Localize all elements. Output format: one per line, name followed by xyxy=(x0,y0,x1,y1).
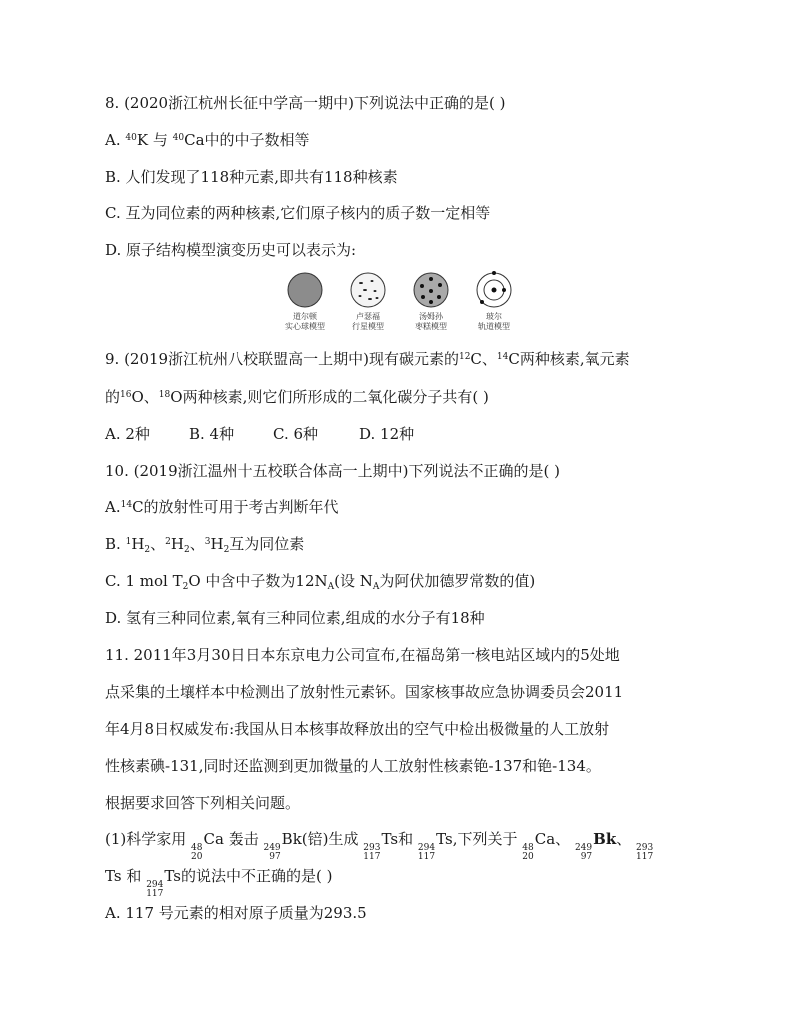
rutherford-model: 卢瑟福 行星模型 xyxy=(338,270,398,332)
q10-stem: 10. (2019浙江温州十五校联合体高一上期中)下列说法不正确的是( ) xyxy=(105,462,560,480)
planetary-atom-icon xyxy=(348,270,388,310)
q9-option-d: D. 12种 xyxy=(359,425,415,443)
thomson-model: 汤姆孙 枣糕模型 xyxy=(401,270,461,332)
q8-option-d: D. 原子结构模型演变历史可以表示为: xyxy=(105,241,357,259)
q10-option-d: D. 氢有三种同位素,氧有三种同位素,组成的水分子有18种 xyxy=(105,609,485,627)
q9-option-c: C. 6种 xyxy=(273,425,319,443)
q11-line3: 年4月8日权威发布:我国从日本核事故释放出的空气中检出极微量的人工放射 xyxy=(105,720,610,738)
q9-options xyxy=(105,424,414,444)
q10-option-a: A.$^{14}$C的放射性可用于考古判断年代 xyxy=(105,498,339,516)
bohr-model: 玻尔 轨道模型 xyxy=(464,270,524,332)
ts293-nuclide: 293 117 xyxy=(363,843,381,862)
ca48-nuclide: 48 20 xyxy=(191,843,203,862)
ts294-nuclide: 294 117 xyxy=(417,843,436,862)
q8-option-c: C. 互为同位素的两种核素,它们原子核内的质子数一定相等 xyxy=(105,204,491,222)
q8-option-b: B. 人们发现了118种元素,即共有118种核素 xyxy=(105,168,398,186)
q8-stem: 8. (2020浙江杭州长征中学高一期中)下列说法中正确的是( ) xyxy=(105,94,506,112)
plum-pudding-icon xyxy=(411,270,451,310)
q11-option-a: A. 117 号元素的相对原子质量为293.5 xyxy=(105,904,367,922)
q11-line5: 根据要求回答下列相关问题。 xyxy=(105,794,301,812)
dalton-model: 道尔顿 实心球模型 xyxy=(275,270,335,332)
q11-line1: 11. 2011年3月30日日本东京电力公司宣布,在福岛第一核电站区域内的5处地 xyxy=(105,646,620,664)
atomic-models-figure xyxy=(280,270,530,342)
q11-sub1-line2: Ts 和 294 117 Ts的说法中不正确的是( ) xyxy=(105,867,333,899)
q11-line4: 性核素碘-131,同时还监测到更加微量的人工放射性核素铯-137和铯-134。 xyxy=(105,757,601,775)
q9-stem-line1: 9. (2019浙江杭州八校联盟高一上期中)现有碳元素的$^{12}$C、$^{14}$C两种核素,氧元素 xyxy=(105,350,630,368)
q11-sub1-line1: (1)科学家用 48 20 Ca 轰击 249 97 Bk(锫)生成 293 117 Ts和 294 117 Ts,下列关于 48 20 Ca、 249 97 Bk、 293 117 xyxy=(105,830,654,862)
bk249-nuclide: 249 97 xyxy=(263,843,281,862)
q10-option-b: B. $^1H_2$、$^2H_2$、$^3H_2$互为同位素 xyxy=(105,535,305,555)
q9-option-a: A. 2种 xyxy=(105,425,150,443)
q10-option-c: C. 1 mol $T_2O$ 中含中子数为$12N_A$(设 $N_A$为阿伏加德罗常数的值) xyxy=(105,572,536,592)
q8-option-a: A. $^{40}$K 与 $^{40}$Ca中的中子数相等 xyxy=(105,131,310,149)
q9-option-b: B. 4种 xyxy=(189,425,235,443)
orbit-atom-icon xyxy=(474,270,514,310)
q11-line2: 点采集的土壤样本中检测出了放射性元素钚。国家核事故应急协调委员会2011 xyxy=(105,683,624,701)
solid-sphere-icon xyxy=(285,270,325,310)
q9-stem-line2: 的$^{16}$O、$^{18}$O两种核素,则它们所形成的二氧化碳分子共有( ) xyxy=(105,388,489,406)
